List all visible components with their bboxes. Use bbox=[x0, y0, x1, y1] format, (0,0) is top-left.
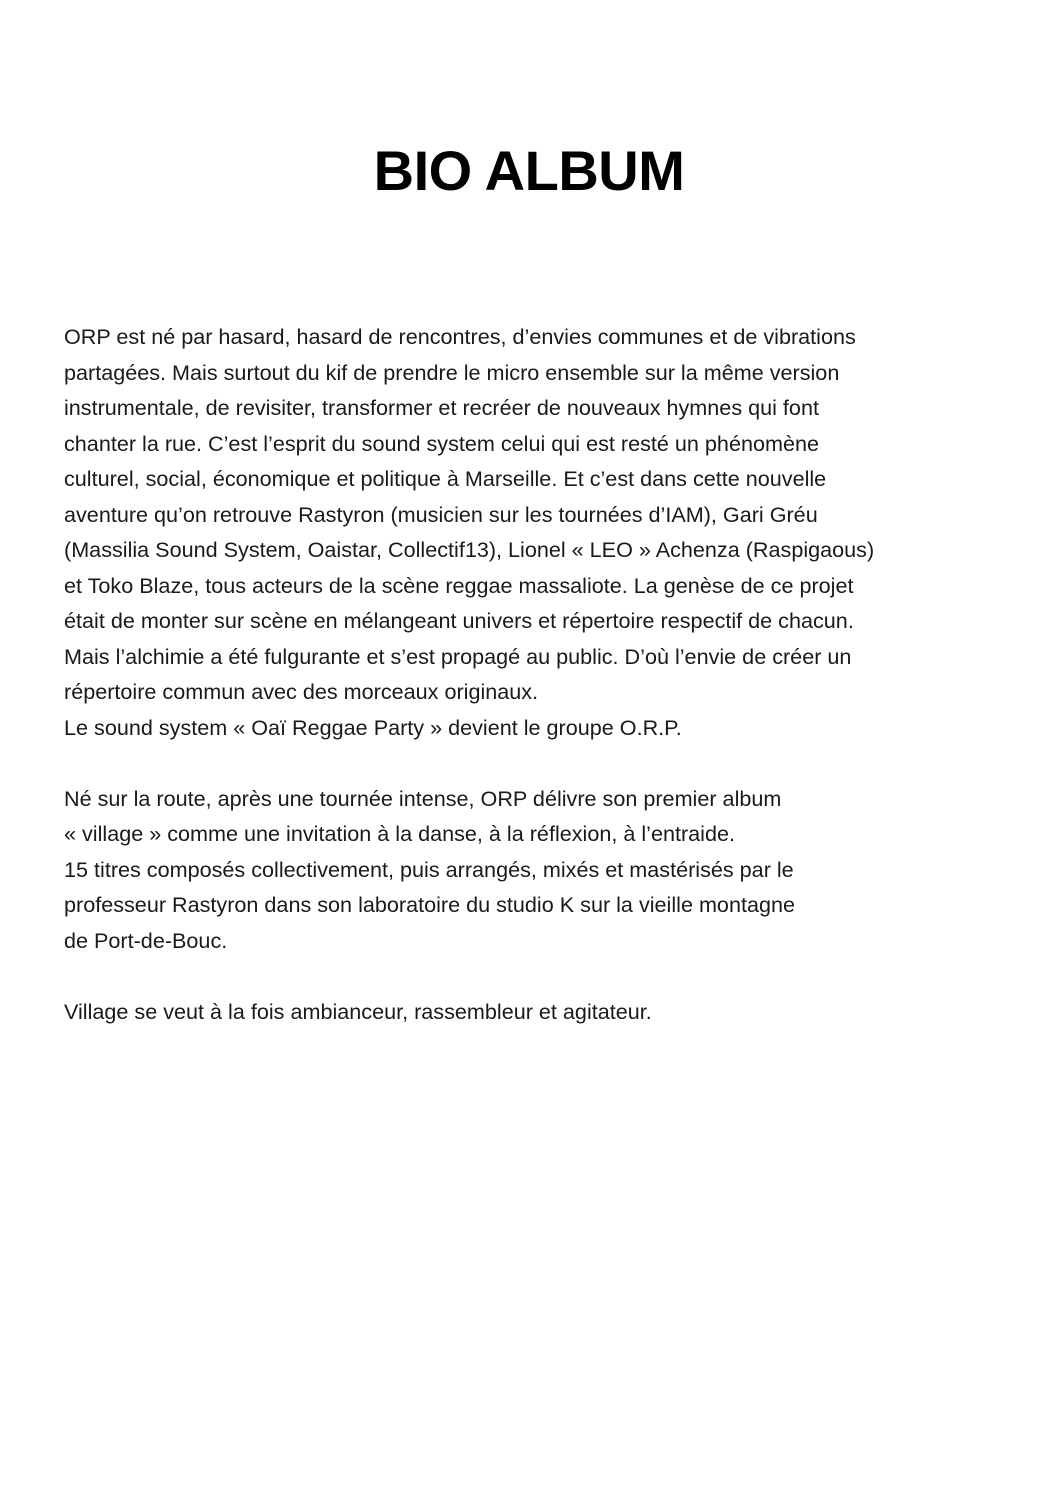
paragraph-1 bbox=[64, 319, 1004, 745]
paragraph-line: Mais l’alchimie a été fulgurante et s’est propagé au public. D’où l’envie de créer un bbox=[64, 643, 852, 669]
body-text bbox=[64, 319, 1004, 1029]
paragraph-line: 15 titres composés collectivement, puis arrangés, mixés et mastérisés par le bbox=[64, 856, 794, 882]
paragraph-spacer bbox=[64, 958, 1004, 994]
paragraph-line: Né sur la route, après une tournée intense, ORP délivre son premier album bbox=[64, 785, 782, 811]
paragraph-line: Le sound system « Oaï Reggae Party » devient le groupe O.R.P. bbox=[64, 714, 682, 740]
paragraph-line: chanter la rue. C’est l’esprit du sound system celui qui est resté un phénomène bbox=[64, 430, 819, 456]
paragraph-line: culturel, social, économique et politique à Marseille. Et c’est dans cette nouvelle bbox=[64, 466, 827, 491]
paragraph-spacer bbox=[64, 745, 1004, 781]
paragraph-line: « village » comme une invitation à la danse, à la réflexion, à l’entraide. bbox=[64, 821, 735, 846]
paragraph-line: aventure qu’on retrouve Rastyron (musicien sur les tournées d’IAM), Gari Gréu bbox=[64, 501, 818, 527]
paragraph-line: de Port-de-Bouc. bbox=[64, 927, 228, 953]
paragraph-line: partagées. Mais surtout du kif de prendre le micro ensemble sur la même version bbox=[64, 359, 840, 385]
paragraph-3 bbox=[64, 994, 1004, 1030]
paragraph-2 bbox=[64, 781, 1004, 959]
page-title: BIO ALBUM bbox=[373, 139, 685, 202]
paragraph-line: instrumentale, de revisiter, transformer et recréer de nouveaux hymnes qui font bbox=[64, 395, 819, 420]
paragraph-line: répertoire commun avec des morceaux originaux. bbox=[64, 679, 539, 704]
paragraph-line: était de monter sur scène en mélangeant univers et répertoire respectif de chacun. bbox=[64, 608, 854, 633]
paragraph-line: ORP est né par hasard, hasard de rencontres, d’envies communes et de vibrations bbox=[64, 324, 856, 349]
paragraph-line: (Massilia Sound System, Oaistar, Collectif13), Lionel « LEO » Achenza (Raspigaous) bbox=[64, 537, 875, 562]
paragraph-line: professeur Rastyron dans son laboratoire du studio K sur la vieille montagne bbox=[64, 892, 795, 917]
paragraph-line: et Toko Blaze, tous acteurs de la scène reggae massaliote. La genèse de ce projet bbox=[64, 572, 854, 598]
paragraph-line: Village se veut à la fois ambianceur, rassembleur et agitateur. bbox=[64, 998, 652, 1024]
